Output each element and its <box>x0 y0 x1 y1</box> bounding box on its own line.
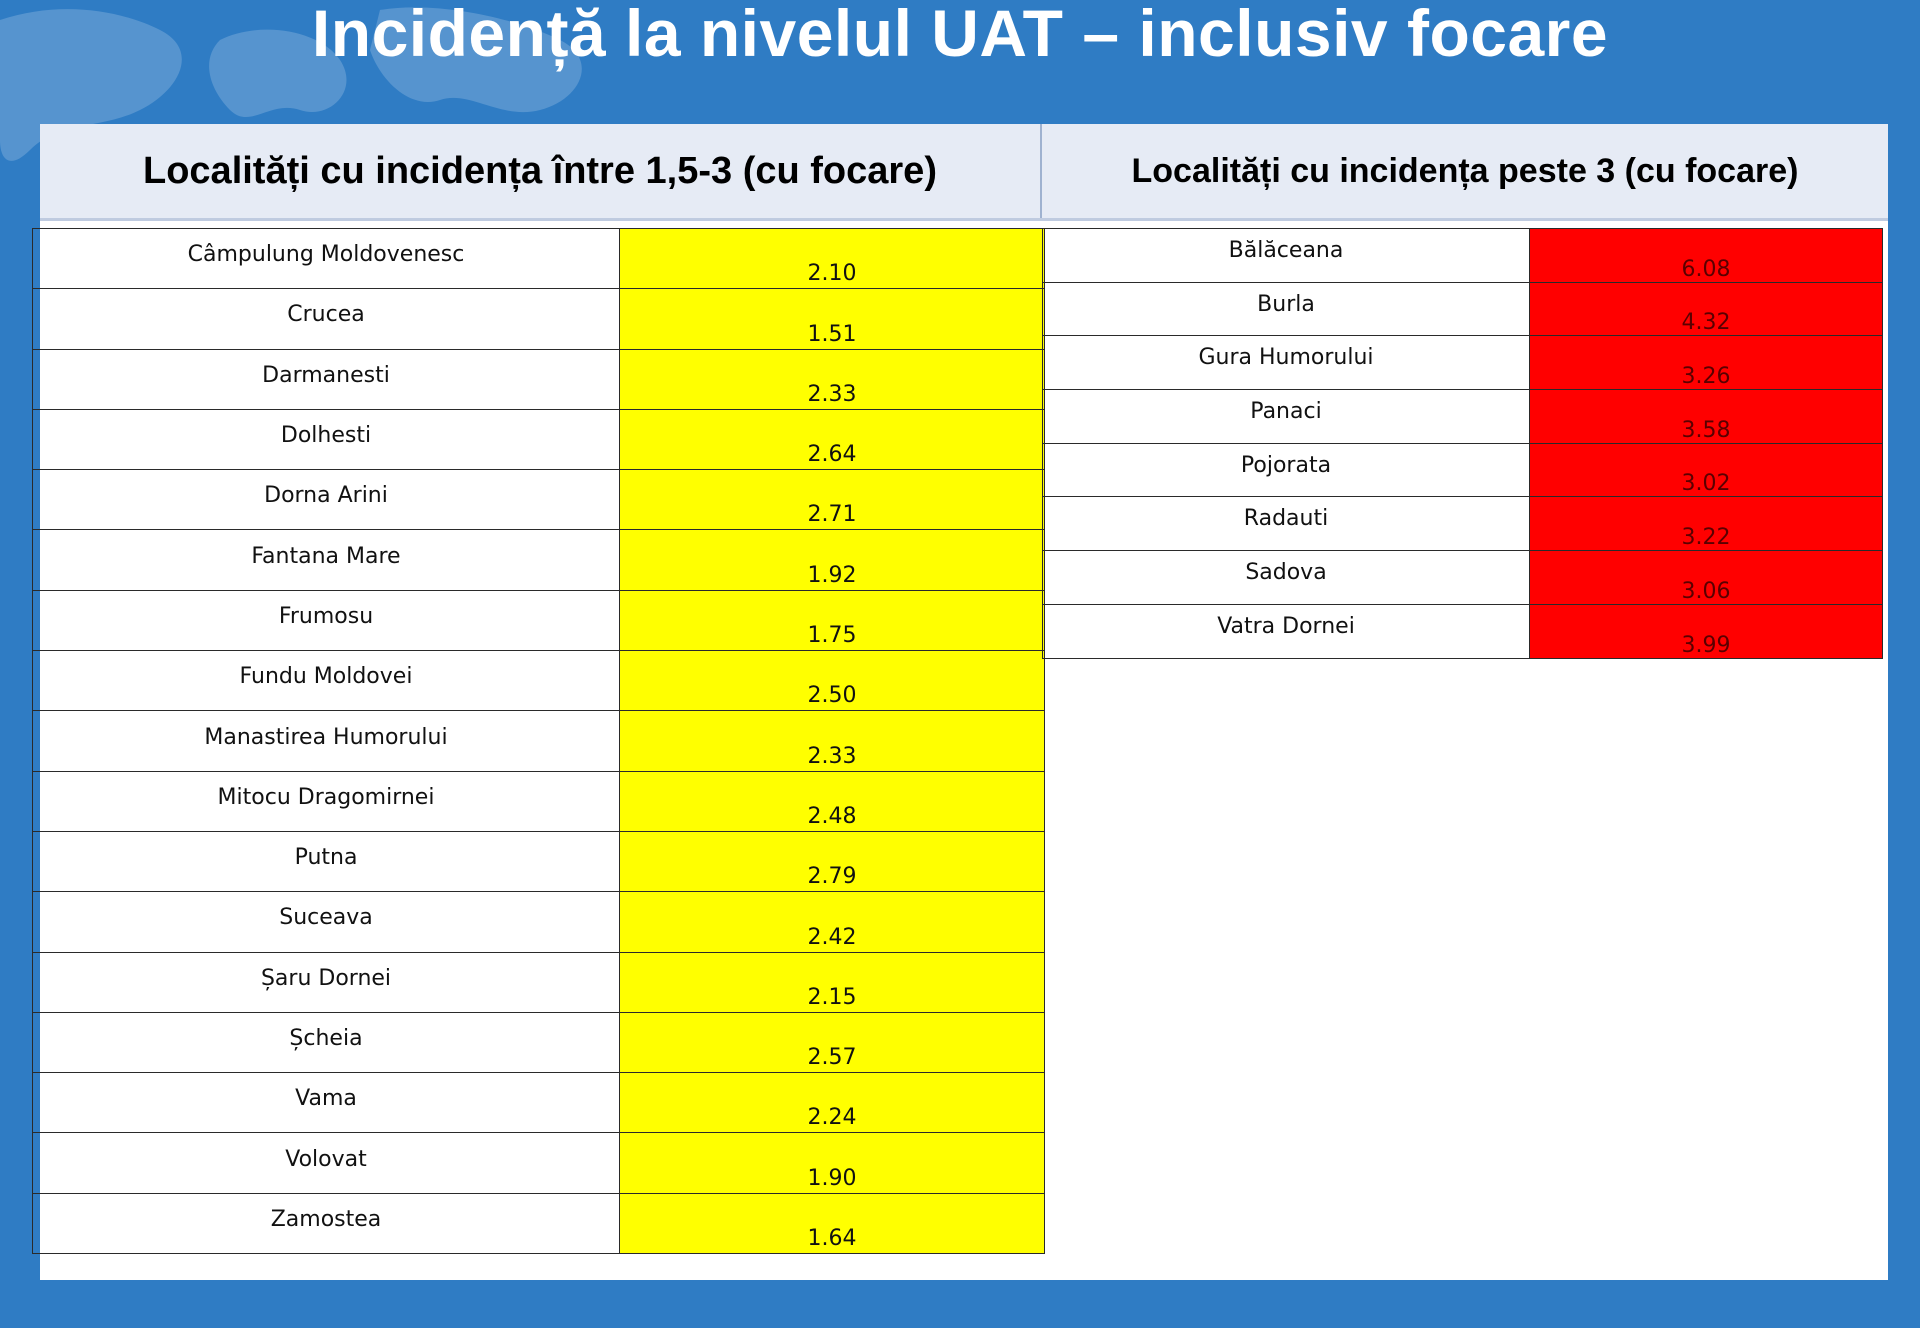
table-row <box>33 771 1045 831</box>
table-row <box>1043 336 1883 390</box>
table-row <box>33 289 1045 349</box>
table-row <box>1043 229 1883 283</box>
incidence-value: 2.33 <box>620 349 1045 409</box>
table-row <box>33 530 1045 590</box>
table-row <box>33 470 1045 530</box>
locality-name: Manastirea Humorului <box>33 711 620 771</box>
table-row <box>33 229 1045 289</box>
incidence-value: 2.48 <box>620 771 1045 831</box>
locality-name: Mitocu Dragomirnei <box>33 771 620 831</box>
table-row <box>1043 497 1883 551</box>
table-row <box>33 952 1045 1012</box>
table-row <box>33 349 1045 409</box>
left-table-header: Localități cu incidența între 1,5-3 (cu focare) <box>143 150 937 192</box>
incidence-value: 3.99 <box>1530 604 1883 658</box>
incidence-value: 2.42 <box>620 892 1045 952</box>
incidence-value: 2.71 <box>620 470 1045 530</box>
incidence-value: 6.08 <box>1530 229 1883 283</box>
incidence-value: 2.50 <box>620 651 1045 711</box>
locality-name: Dolhesti <box>33 409 620 469</box>
locality-name: Dorna Arini <box>33 470 620 530</box>
incidence-value: 2.57 <box>620 1012 1045 1072</box>
incidence-value: 3.06 <box>1530 551 1883 605</box>
locality-name: Vama <box>33 1073 620 1133</box>
locality-name: Crucea <box>33 289 620 349</box>
table-row <box>1043 390 1883 444</box>
incidence-value: 2.79 <box>620 831 1045 891</box>
high-incidence-table <box>1042 228 1883 659</box>
locality-name: Sadova <box>1043 551 1530 605</box>
locality-name: Burla <box>1043 282 1530 336</box>
incidence-value: 3.22 <box>1530 497 1883 551</box>
incidence-value: 2.24 <box>620 1073 1045 1133</box>
incidence-value: 1.75 <box>620 590 1045 650</box>
locality-name: Vatra Dornei <box>1043 604 1530 658</box>
locality-name: Darmanesti <box>33 349 620 409</box>
table-row <box>33 1193 1045 1253</box>
locality-name: Zamostea <box>33 1193 620 1253</box>
table-row <box>33 711 1045 771</box>
incidence-value: 3.02 <box>1530 443 1883 497</box>
table-row <box>33 1133 1045 1193</box>
table-row <box>33 1073 1045 1133</box>
table-row <box>33 651 1045 711</box>
locality-name: Frumosu <box>33 590 620 650</box>
locality-name: Volovat <box>33 1133 620 1193</box>
table-row <box>33 409 1045 469</box>
locality-name: Gura Humorului <box>1043 336 1530 390</box>
table-row <box>1043 282 1883 336</box>
right-table-header: Localități cu incidența peste 3 (cu focare) <box>1131 152 1799 190</box>
locality-name: Pojorata <box>1043 443 1530 497</box>
table-row <box>33 892 1045 952</box>
locality-name: Șcheia <box>33 1012 620 1072</box>
page-title: Incidență la nivelul UAT – inclusiv focare <box>311 0 1609 70</box>
locality-name: Putna <box>33 831 620 891</box>
incidence-value: 2.33 <box>620 711 1045 771</box>
table-row <box>33 1012 1045 1072</box>
incidence-value: 3.26 <box>1530 336 1883 390</box>
locality-name: Radauti <box>1043 497 1530 551</box>
locality-name: Bălăceana <box>1043 229 1530 283</box>
incidence-value: 2.64 <box>620 409 1045 469</box>
incidence-value: 1.92 <box>620 530 1045 590</box>
locality-name: Fantana Mare <box>33 530 620 590</box>
locality-name: Șaru Dornei <box>33 952 620 1012</box>
incidence-value: 2.10 <box>620 229 1045 289</box>
locality-name: Suceava <box>33 892 620 952</box>
incidence-value: 4.32 <box>1530 282 1883 336</box>
incidence-value: 1.51 <box>620 289 1045 349</box>
incidence-value: 2.15 <box>620 952 1045 1012</box>
table-row <box>33 590 1045 650</box>
locality-name: Câmpulung Moldovenesc <box>33 229 620 289</box>
table-row <box>1043 604 1883 658</box>
table-row <box>1043 443 1883 497</box>
moderate-incidence-table <box>32 228 1045 1254</box>
incidence-value: 1.64 <box>620 1193 1045 1253</box>
incidence-value: 1.90 <box>620 1133 1045 1193</box>
table-row <box>1043 551 1883 605</box>
locality-name: Panaci <box>1043 390 1530 444</box>
table-row <box>33 831 1045 891</box>
incidence-value: 3.58 <box>1530 390 1883 444</box>
locality-name: Fundu Moldovei <box>33 651 620 711</box>
